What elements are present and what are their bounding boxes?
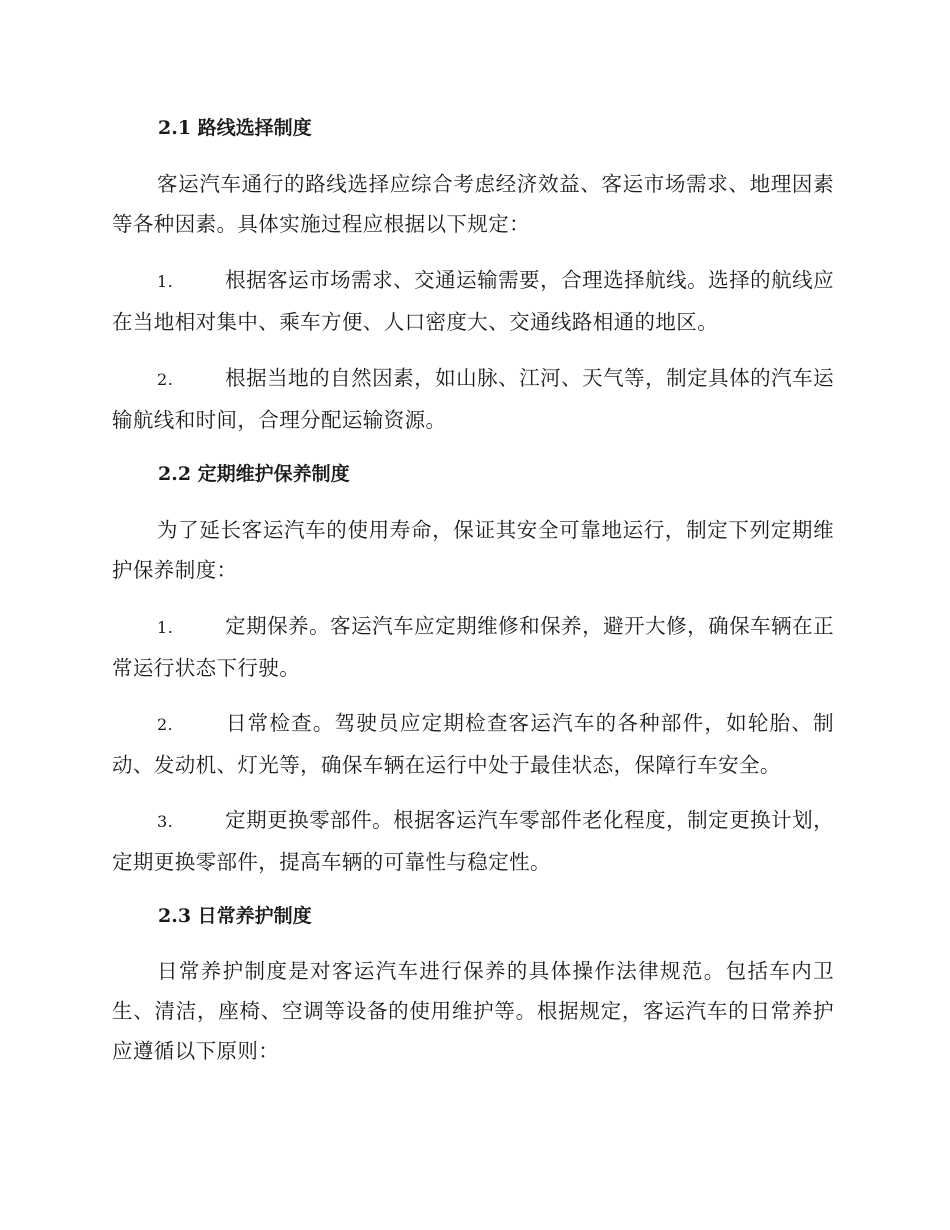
list-item-text: 日常检查。驾驶员应定期检查客运汽车的各种部件，如轮胎、制动、发动机、灯光等，确保车辆在运行中处于最佳状态，保障行车安全。 xyxy=(112,711,834,777)
section-intro-2-1: 客运汽车通行的路线选择应综合考虑经济效益、客运市场需求、地理因素等各种因素。具体实施过程应根据以下规定： xyxy=(112,172,834,236)
list-item-number: 1. xyxy=(157,272,174,291)
list-item-text: 定期保养。客运汽车应定期维修和保养，避开大修，确保车辆在正常运行状态下行驶。 xyxy=(112,614,834,680)
section-intro-2-2: 为了延长客运汽车的使用寿命，保证其安全可靠地运行，制定下列定期维护保养制度： xyxy=(112,518,834,582)
section-heading-2-3: 2.3 日常养护制度 xyxy=(158,905,312,927)
section-intro-2-3: 日常养护制度是对客运汽车进行保养的具体操作法律规范。包括车内卫生、清洁，座椅、空调等设备的使用维护等。根据规定，客运汽车的日常养护应遵循以下原则： xyxy=(112,959,834,1063)
list-item-text: 根据当地的自然因素，如山脉、江河、天气等，制定具体的汽车运输航线和时间，合理分配运输资源。 xyxy=(112,366,834,432)
list-item xyxy=(112,260,834,342)
list-item-number: 2. xyxy=(157,370,174,389)
section-heading-2-1: 2.1 路线选择制度 xyxy=(158,117,312,139)
list-item xyxy=(112,606,834,688)
list-item-text: 根据客运市场需求、交通运输需要，合理选择航线。选择的航线应在当地相对集中、乘车方便、人口密度大、交通线路相通的地区。 xyxy=(112,268,834,334)
list-item xyxy=(112,703,834,785)
list-item-number: 1. xyxy=(157,618,174,637)
list-item-number: 3. xyxy=(157,812,174,831)
list-item xyxy=(112,800,834,882)
list-item-text: 定期更换零部件。根据客运汽车零部件老化程度，制定更换计划，定期更换零部件，提高车辆的可靠性与稳定性。 xyxy=(112,808,834,874)
list-item-number: 2. xyxy=(157,715,174,734)
section-heading-2-2: 2.2 定期维护保养制度 xyxy=(158,463,350,485)
list-item xyxy=(112,358,834,440)
